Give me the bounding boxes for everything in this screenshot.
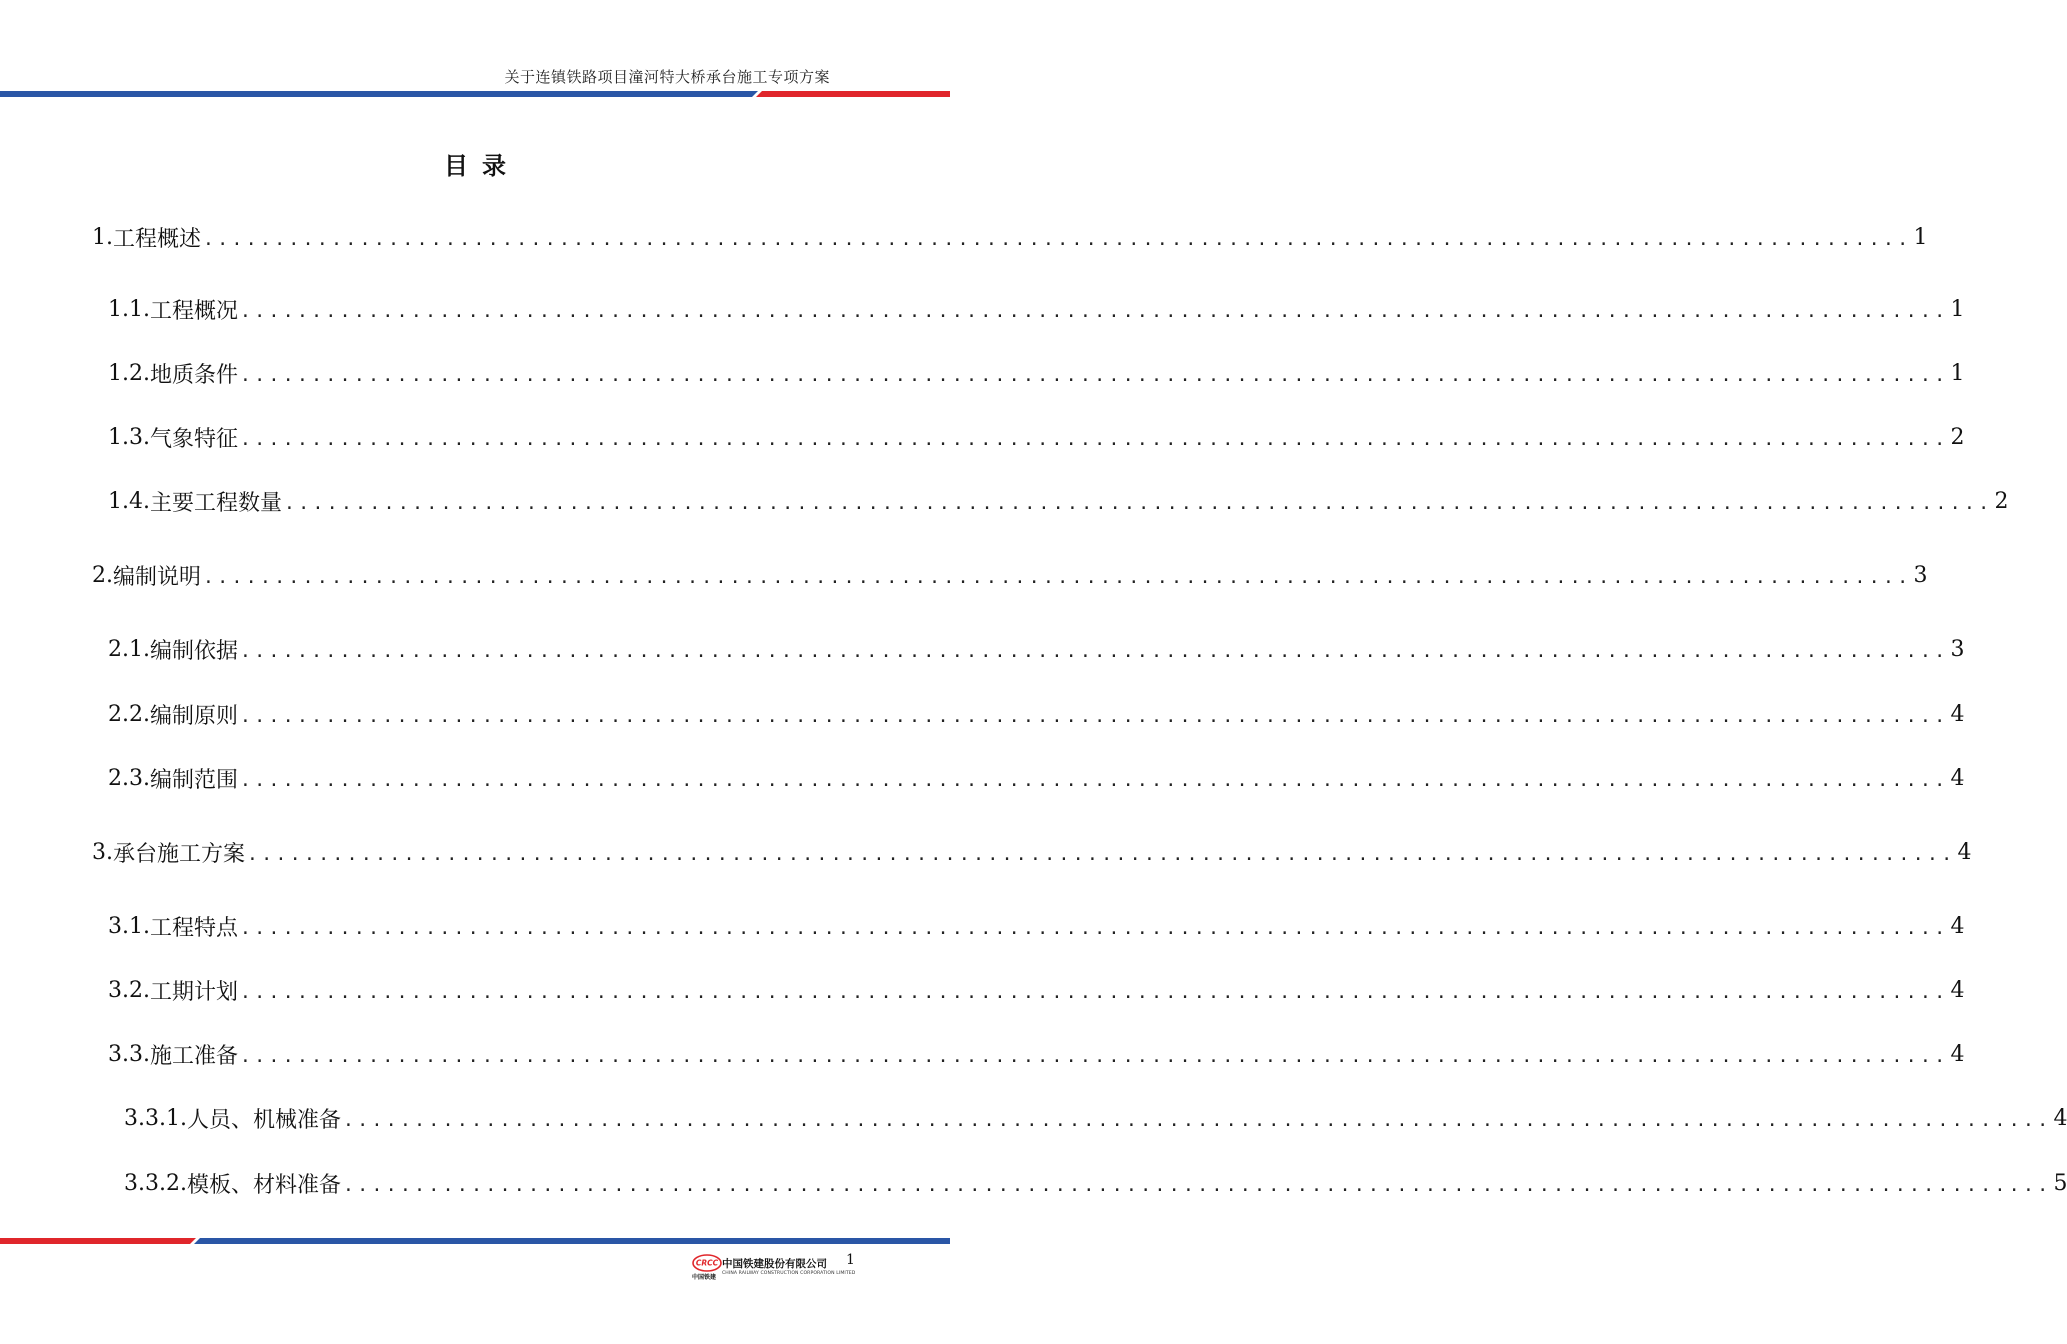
toc-entry[interactable] <box>108 1037 1965 1071</box>
toc-entry-title: 人员、机械准备 <box>186 1107 341 1133</box>
toc-entry-page: 3 <box>1913 562 1928 588</box>
toc-entry-page: 1 <box>1950 296 1965 322</box>
toc-entry-page: 5 <box>2053 1170 2067 1196</box>
toc-entry-number: 3.3.2. <box>124 1170 187 1196</box>
footer-company-name: 中国铁建股份有限公司 <box>722 1258 827 1270</box>
toc-entry-number: 2. <box>92 562 113 588</box>
toc-entry[interactable] <box>108 292 1965 326</box>
toc-entry-number: 1.3. <box>108 424 150 450</box>
toc-entry-page: 2 <box>1994 488 2009 514</box>
toc-entry[interactable] <box>108 356 1965 390</box>
toc-entry-title: 工程概况 <box>149 298 238 324</box>
toc-dot-leader: ........................................................................................................................ <box>240 364 1949 386</box>
toc-dot-leader: ........................................................................................................................ <box>240 640 1949 662</box>
toc-heading: 目录 <box>444 152 520 180</box>
toc-dot-leader: ........................................................................................................................ <box>240 428 1949 450</box>
toc-entry[interactable] <box>92 220 1928 254</box>
toc-entry[interactable] <box>124 1101 2067 1135</box>
toc-entry-number: 2.3. <box>108 765 150 791</box>
toc-entry-title: 气象特征 <box>149 426 238 452</box>
toc-entry-number: 3.3. <box>108 1041 150 1067</box>
toc-dot-leader: ........................................................................................................................ <box>203 228 1912 250</box>
toc-entry-page: 4 <box>1950 765 1965 791</box>
toc-entry[interactable] <box>108 632 1965 666</box>
toc-entry[interactable] <box>108 761 1965 795</box>
toc-entry-title: 工程概述 <box>113 226 202 252</box>
toc-entry-number: 1.2. <box>108 360 150 386</box>
toc-dot-leader: ........................................................................................................................ <box>343 1174 2052 1196</box>
toc-entry[interactable] <box>124 1166 2067 1200</box>
toc-entry-title: 地质条件 <box>149 362 238 388</box>
toc-entry-page: 3 <box>1950 636 1965 662</box>
document-header-title: 关于连镇铁路项目潼河特大桥承台施工专项方案 <box>504 68 830 86</box>
toc-entry-page: 4 <box>1950 977 1965 1003</box>
toc-entry-page: 4 <box>1950 701 1965 727</box>
header-divider <box>0 91 950 97</box>
toc-entry-number: 3.2. <box>108 977 150 1003</box>
toc-entry[interactable] <box>108 697 1965 731</box>
toc-entry[interactable] <box>108 484 2009 518</box>
toc-dot-leader: ........................................................................................................................ <box>240 705 1949 727</box>
toc-entry[interactable] <box>92 558 1928 592</box>
footer-divider <box>0 1238 950 1244</box>
toc-entry-page: 4 <box>2053 1105 2067 1131</box>
toc-entry-number: 1. <box>92 224 113 250</box>
toc-entry[interactable] <box>108 909 1965 943</box>
toc-entry[interactable] <box>92 835 1972 869</box>
toc-dot-leader: ........................................................................................................................ <box>247 843 1956 865</box>
toc-entry-page: 2 <box>1950 424 1965 450</box>
toc-entry[interactable] <box>108 420 1965 454</box>
toc-dot-leader: ........................................................................................................................ <box>240 300 1949 322</box>
toc-entry-number: 3.3.1. <box>124 1105 187 1131</box>
toc-dot-leader: ........................................................................................................................ <box>284 492 1993 514</box>
toc-entry-title: 编制原则 <box>149 703 238 729</box>
toc-dot-leader: ........................................................................................................................ <box>343 1109 2052 1131</box>
svg-text:CRCC: CRCC <box>695 1258 719 1268</box>
toc-entry-title: 模板、材料准备 <box>186 1172 341 1198</box>
toc-entry-title: 主要工程数量 <box>149 490 282 516</box>
toc-entry-title: 编制说明 <box>113 564 202 590</box>
toc-entry-number: 3.1. <box>108 913 150 939</box>
toc-entry-page: 1 <box>1950 360 1965 386</box>
toc-entry-number: 3. <box>92 839 113 865</box>
toc-entry-title: 编制范围 <box>149 767 238 793</box>
toc-entry-number: 1.1. <box>108 296 150 322</box>
toc-entry-number: 2.2. <box>108 701 150 727</box>
toc-dot-leader: ........................................................................................................................ <box>240 917 1949 939</box>
toc-entry-title: 工程特点 <box>149 915 238 941</box>
page-number: 1 <box>846 1252 855 1268</box>
toc-entry-page: 4 <box>1950 1041 1965 1067</box>
toc-entry[interactable] <box>108 973 1965 1007</box>
toc-dot-leader: ........................................................................................................................ <box>240 1045 1949 1067</box>
toc-dot-leader: ........................................................................................................................ <box>203 566 1912 588</box>
toc-entry-page: 4 <box>1957 839 1972 865</box>
toc-entry-page: 4 <box>1950 913 1965 939</box>
footer-brand: 中国铁建 <box>692 1274 717 1281</box>
toc-entry-number: 1.4. <box>108 488 150 514</box>
toc-entry-page: 1 <box>1913 224 1928 250</box>
toc-entry-title: 工期计划 <box>149 979 238 1005</box>
toc-entry-number: 2.1. <box>108 636 150 662</box>
footer-company-name-en: CHINA RAILWAY CONSTRUCTION CORPORATION LIMITED <box>722 1271 856 1276</box>
toc-entry-title: 编制依据 <box>149 638 238 664</box>
toc-entry-title: 承台施工方案 <box>113 841 246 867</box>
toc-entry-title: 施工准备 <box>149 1043 238 1069</box>
toc-dot-leader: ........................................................................................................................ <box>240 769 1949 791</box>
toc-dot-leader: ........................................................................................................................ <box>240 981 1949 1003</box>
